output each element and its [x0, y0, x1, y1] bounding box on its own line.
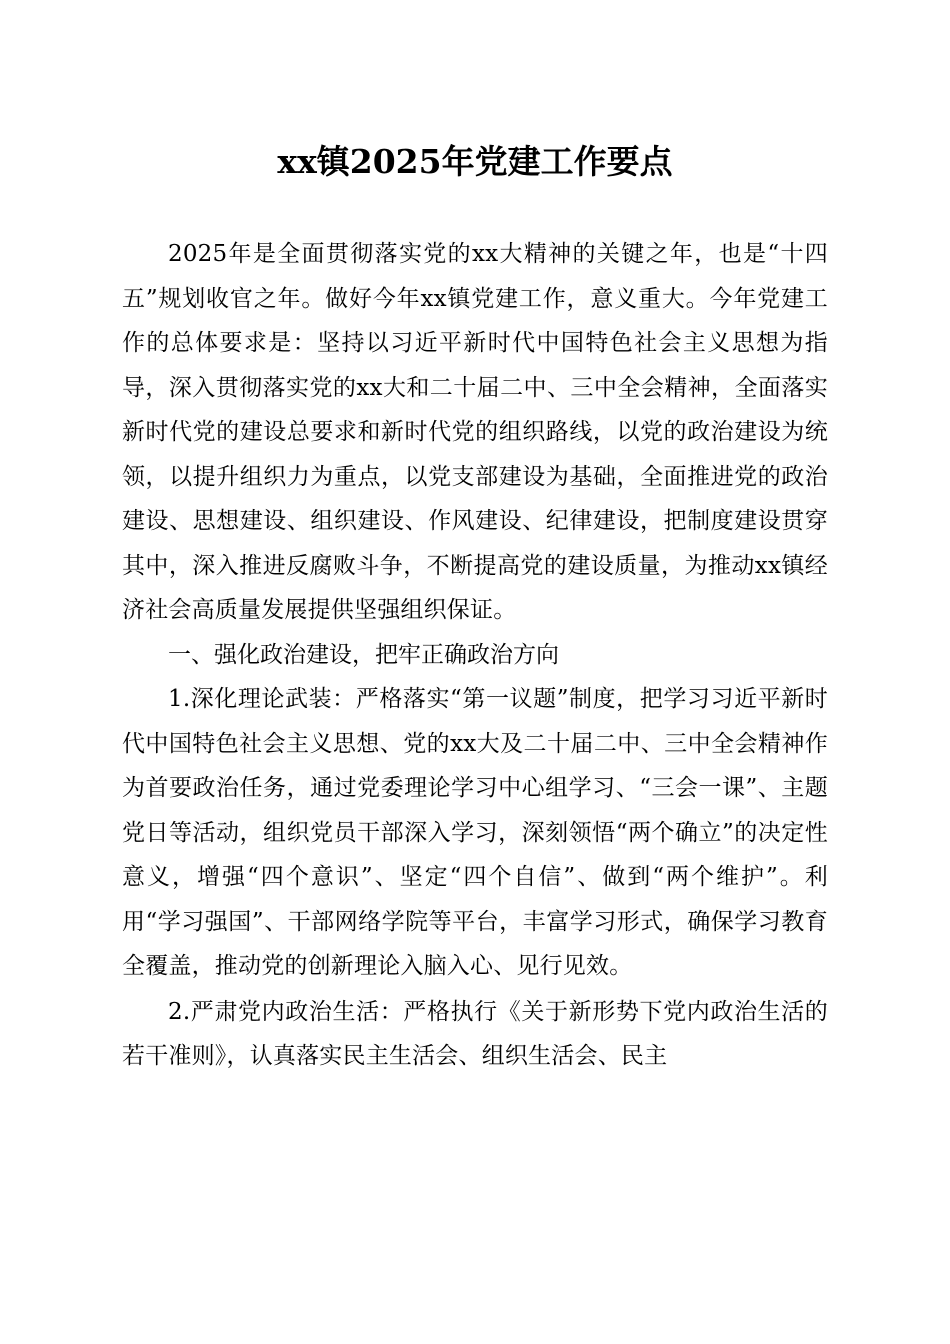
section-heading: 一、强化政治建设，把牢正确政治方向 — [168, 641, 559, 668]
body-paragraph-1: 1.深化理论武装：严格落实“第一议题”制度，把学习习近平新时代中国特色社会主义思想、党的xx大及二十届二中、三中全会精神作为首要政治任务，通过党委理论学习中心组学习、“三会一课”、主题党日等活动，组织党员干部深入学习，深刻领悟“两个确立”的决定性意义，增强“四个意识”、坚定“四个自信”、做到“两个维护”。利用“学习强国”、干部网络学院等平台，丰富学习形式，确保学习教育全覆盖，推动党的创新理论入脑入心、见行见效。 — [122, 686, 828, 979]
document-title: xx镇2025年党建工作要点 — [277, 142, 673, 181]
document-body — [122, 232, 828, 1079]
intro-paragraph: 2025年是全面贯彻落实党的xx大精神的关键之年，也是“十四五”规划收官之年。做好今年xx镇党建工作，意义重大。今年党建工作的总体要求是：坚持以习近平新时代中国特色社会主义思想为指导，深入贯彻落实党的xx大和二十届二中、三中全会精神，全面落实新时代党的建设总要求和新时代党的组织路线，以党的政治建设为统领，以提升组织力为重点，以党支部建设为基础，全面推进党的政治建设、思想建设、组织建设、作风建设、纪律建设，把制度建设贯穿其中，深入推进反腐败斗争，不断提高党的建设质量，为推动xx镇经济社会高质量发展提供坚强组织保证。 — [122, 241, 828, 623]
body-paragraph-2: 2.严肃党内政治生活：严格执行《关于新形势下党内政治生活的若干准则》，认真落实民主生活会、组织生活会、民主 — [122, 998, 828, 1069]
